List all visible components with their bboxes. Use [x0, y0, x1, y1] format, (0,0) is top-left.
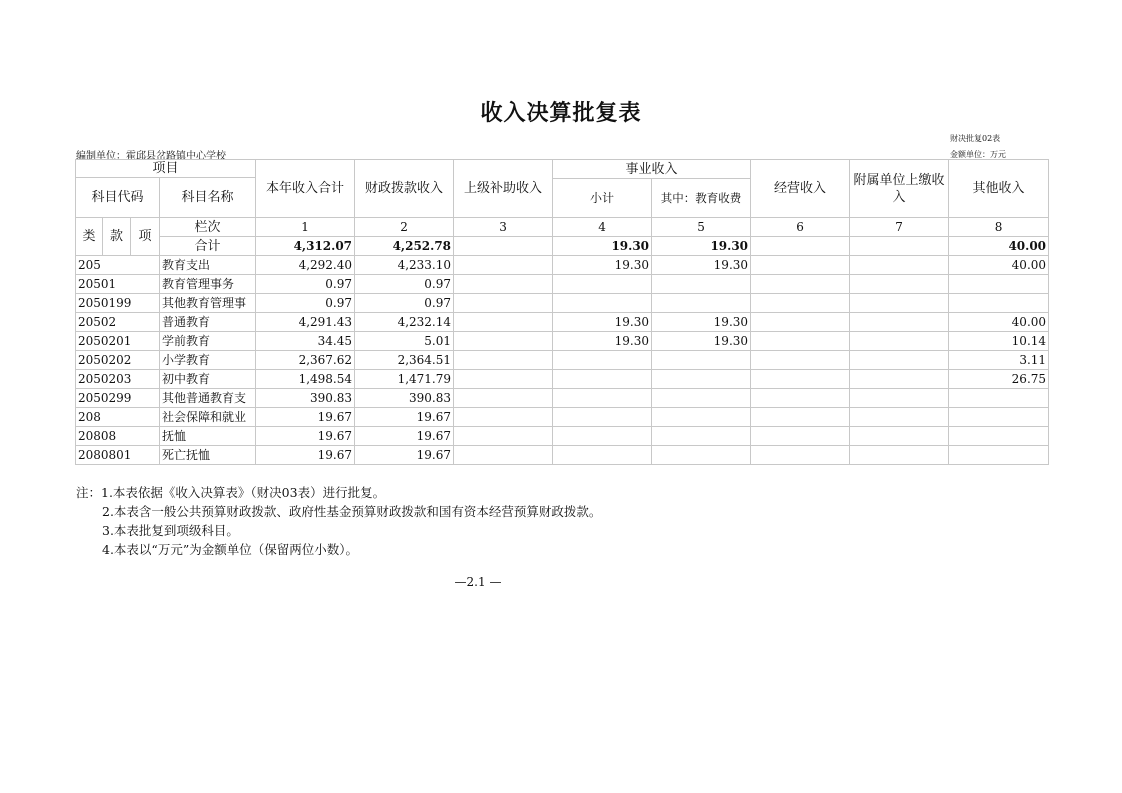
table-row	[76, 256, 1049, 275]
amount-cell	[454, 351, 553, 370]
amount-cell	[454, 313, 553, 332]
subject-name: 普通教育	[160, 313, 256, 332]
amount-cell: 0.97	[256, 294, 355, 313]
amount-cell: 19.30	[553, 313, 652, 332]
subject-code: 2050199	[76, 294, 160, 313]
amount-cell	[454, 389, 553, 408]
amount-cell	[454, 332, 553, 351]
header-item: 项目	[76, 160, 256, 178]
amount-cell: 19.67	[355, 408, 454, 427]
amount-cell	[751, 313, 850, 332]
subject-code: 20501	[76, 275, 160, 294]
table-row	[76, 408, 1049, 427]
amount-cell: 19.67	[256, 427, 355, 446]
amount-cell: 19.67	[256, 408, 355, 427]
table-row	[76, 427, 1049, 446]
header-subsidy: 上级补助收入	[454, 160, 553, 218]
org-label: 编制单位：	[76, 151, 126, 162]
amount-cell: 4,292.40	[256, 256, 355, 275]
amount-cell	[652, 275, 751, 294]
amount-cell: 4,291.43	[256, 313, 355, 332]
subject-name: 其他教育管理事	[160, 294, 256, 313]
amount-cell	[850, 275, 949, 294]
amount-cell	[652, 294, 751, 313]
total-value	[454, 237, 553, 256]
amount-cell	[751, 427, 850, 446]
unit-label: 金额单位：	[950, 150, 990, 159]
amount-cell	[850, 370, 949, 389]
amount-cell	[949, 408, 1049, 427]
subject-code: 2050299	[76, 389, 160, 408]
subject-code: 2080801	[76, 446, 160, 465]
subject-name: 抚恤	[160, 427, 256, 446]
subject-name: 死亡抚恤	[160, 446, 256, 465]
note-item: 2.本表含一般公共预算财政拨款、政府性基金预算财政拨款和国有资本经营预算财政拨款。	[102, 504, 602, 519]
amount-cell: 1,471.79	[355, 370, 454, 389]
amount-cell	[850, 332, 949, 351]
form-code: 财决批复02表	[950, 134, 1001, 143]
amount-cell	[850, 313, 949, 332]
total-value	[850, 237, 949, 256]
amount-cell: 0.97	[256, 275, 355, 294]
amount-cell	[949, 446, 1049, 465]
subject-name: 社会保障和就业	[160, 408, 256, 427]
amount-cell	[652, 351, 751, 370]
amount-cell	[751, 275, 850, 294]
header-lei: 类	[76, 218, 103, 256]
amount-cell: 19.30	[652, 256, 751, 275]
table-row	[76, 370, 1049, 389]
amount-cell	[652, 370, 751, 389]
amount-cell	[751, 294, 850, 313]
amount-cell: 2,364.51	[355, 351, 454, 370]
header-name: 科目名称	[160, 178, 256, 218]
amount-cell: 19.30	[553, 332, 652, 351]
table-row	[76, 332, 1049, 351]
subject-code: 2050202	[76, 351, 160, 370]
data-rows	[76, 256, 1049, 465]
table-row	[76, 275, 1049, 294]
header-total: 本年收入合计	[256, 160, 355, 218]
amount-cell	[751, 351, 850, 370]
amount-cell: 40.00	[949, 256, 1049, 275]
amount-cell	[949, 389, 1049, 408]
amount-cell: 19.67	[355, 427, 454, 446]
total-value: 19.30	[652, 237, 751, 256]
total-row	[76, 237, 1049, 256]
amount-cell	[553, 389, 652, 408]
page-number: —2.1 —	[454, 575, 502, 589]
amount-cell	[850, 351, 949, 370]
amount-cell: 19.30	[652, 313, 751, 332]
amount-cell: 0.97	[355, 294, 454, 313]
subject-code: 2050201	[76, 332, 160, 351]
table-row	[76, 294, 1049, 313]
amount-cell	[751, 256, 850, 275]
subject-code: 20808	[76, 427, 160, 446]
amount-cell	[454, 408, 553, 427]
amount-cell	[850, 294, 949, 313]
total-value: 4,312.07	[256, 237, 355, 256]
unit-value: 万元	[990, 150, 1006, 159]
subject-name: 初中教育	[160, 370, 256, 389]
subject-code: 205	[76, 256, 160, 275]
amount-cell	[751, 370, 850, 389]
total-value: 4,252.78	[355, 237, 454, 256]
amount-cell	[949, 275, 1049, 294]
amount-cell: 2,367.62	[256, 351, 355, 370]
amount-cell	[751, 408, 850, 427]
col-num: 5	[652, 218, 751, 237]
col-num: 4	[553, 218, 652, 237]
amount-cell	[751, 446, 850, 465]
table-row	[76, 389, 1049, 408]
total-value: 40.00	[949, 237, 1049, 256]
header-kuan: 款	[103, 218, 131, 256]
total-label: 合计	[160, 237, 256, 256]
subject-name: 小学教育	[160, 351, 256, 370]
amount-cell	[652, 408, 751, 427]
table-row	[76, 313, 1049, 332]
org-name: 霍邱县岔路镇中心学校	[126, 151, 226, 162]
amount-cell	[553, 427, 652, 446]
amount-cell: 10.14	[949, 332, 1049, 351]
header-affiliate: 附属单位上缴收入	[850, 160, 949, 218]
amount-cell	[553, 294, 652, 313]
amount-cell	[454, 446, 553, 465]
subject-code: 208	[76, 408, 160, 427]
amount-cell	[553, 275, 652, 294]
subject-code: 20502	[76, 313, 160, 332]
amount-cell	[751, 389, 850, 408]
amount-cell	[553, 408, 652, 427]
col-num: 6	[751, 218, 850, 237]
amount-cell	[949, 294, 1049, 313]
page-title: 收入决算批复表	[480, 101, 642, 126]
notes	[76, 483, 601, 559]
amount-cell: 390.83	[355, 389, 454, 408]
note-item: 3.本表批复到项级科目。	[102, 523, 239, 538]
table-row	[76, 446, 1049, 465]
amount-cell	[652, 389, 751, 408]
header-operating: 经营收入	[751, 160, 850, 218]
amount-cell: 1,498.54	[256, 370, 355, 389]
amount-cell	[553, 446, 652, 465]
col-num: 1	[256, 218, 355, 237]
amount-cell	[454, 275, 553, 294]
amount-cell: 3.11	[949, 351, 1049, 370]
total-value	[751, 237, 850, 256]
amount-cell	[850, 446, 949, 465]
amount-cell	[454, 370, 553, 389]
header-subtotal: 小计	[553, 179, 652, 218]
income-table	[75, 159, 1049, 465]
amount-cell: 19.67	[355, 446, 454, 465]
header-business: 事业收入	[553, 160, 751, 179]
header-fiscal: 财政拨款收入	[355, 160, 454, 218]
header-other: 其他收入	[949, 160, 1049, 218]
amount-cell: 19.30	[553, 256, 652, 275]
col-num: 8	[949, 218, 1049, 237]
header-edu-fee: 其中：教育收费	[652, 179, 751, 218]
amount-cell	[553, 351, 652, 370]
amount-cell	[454, 294, 553, 313]
col-num: 3	[454, 218, 553, 237]
amount-cell	[850, 408, 949, 427]
col-num: 7	[850, 218, 949, 237]
subject-code: 2050203	[76, 370, 160, 389]
amount-cell	[850, 389, 949, 408]
amount-cell	[652, 427, 751, 446]
subject-name: 教育管理事务	[160, 275, 256, 294]
amount-cell	[454, 427, 553, 446]
amount-cell	[652, 446, 751, 465]
note-item: 4.本表以“万元”为金额单位（保留两位小数）。	[102, 542, 358, 557]
amount-cell: 40.00	[949, 313, 1049, 332]
amount-cell	[751, 332, 850, 351]
note-item: 注：1.本表依据《收入决算表》（财决03表）进行批复。	[76, 485, 386, 500]
amount-cell: 34.45	[256, 332, 355, 351]
header-column-no: 栏次	[160, 218, 256, 237]
subject-name: 学前教育	[160, 332, 256, 351]
col-num: 2	[355, 218, 454, 237]
amount-cell	[553, 370, 652, 389]
header-code: 科目代码	[76, 178, 160, 218]
subject-name: 其他普通教育支	[160, 389, 256, 408]
subject-name: 教育支出	[160, 256, 256, 275]
amount-cell: 4,233.10	[355, 256, 454, 275]
header-xiang: 项	[131, 218, 160, 256]
amount-cell: 390.83	[256, 389, 355, 408]
total-value: 19.30	[553, 237, 652, 256]
amount-cell: 4,232.14	[355, 313, 454, 332]
amount-cell	[850, 256, 949, 275]
amount-cell	[850, 427, 949, 446]
amount-cell: 5.01	[355, 332, 454, 351]
amount-cell: 19.67	[256, 446, 355, 465]
amount-cell	[949, 427, 1049, 446]
amount-cell: 26.75	[949, 370, 1049, 389]
amount-cell	[454, 256, 553, 275]
amount-cell: 19.30	[652, 332, 751, 351]
table-row	[76, 351, 1049, 370]
amount-cell: 0.97	[355, 275, 454, 294]
